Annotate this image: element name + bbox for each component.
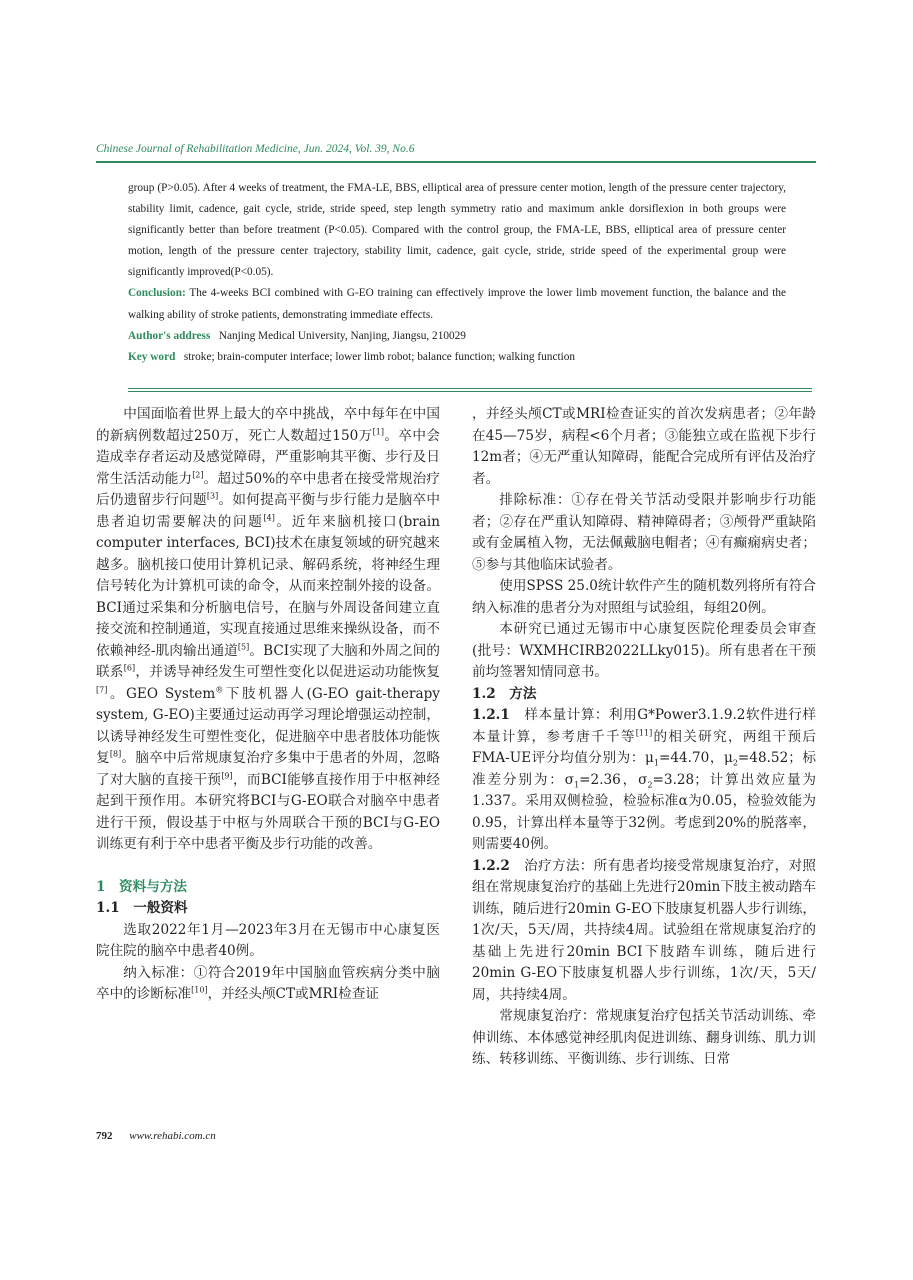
routine-rehab-paragraph: 常规康复治疗：常规康复治疗包括关节活动训练、牵伸训练、本体感觉神经肌肉促进训练、翻身训练、肌力训练、转移训练、平衡训练、步行训练、日常 — [472, 1008, 816, 1067]
conclusion-text: The 4-weeks BCI combined with G-EO training can effectively improve the lower limb movement function, the balance and the walking ability of stroke patients, demonstrating immediate effects. — [128, 287, 786, 321]
right-column — [472, 404, 816, 1071]
address-text: Nanjing Medical University, Nanjing, Jiangsu, 210029 — [210, 329, 466, 342]
exclusion-paragraph: 排除标准：①存在骨关节活动受限并影响步行功能者；②存在严重认知障碍、精神障碍者；③颅骨严重缺陷或有金属植入物，无法佩戴脑电帽者；④有癫痫病史者；⑤参与其他临床试验者。 — [472, 492, 816, 573]
intro-paragraph: 中国面临着世界上最大的卒中挑战，卒中每年在中国的新病例数超过250万，死亡人数超过150万[1]。卒中会造成幸存者运动及感觉障碍，严重影响其平衡、步行及日常生活活动能力[2]。超过50%的卒中患者在接受常规治疗后仍遗留步行问题[3]。如何提高平衡与步行能力是脑卒中患者迫切需要解决的问题[4]。近年来脑机接口(brain computer interfaces, BCI)技术在康复领域的研究越来越多。脑机接口使用计算机记录、解码系统，将神经生理信号转化为计算机可读的命令，从而来控制外接的设备。BCI通过采集和分析脑电信号，在脑与外周设备间建立直接交流和控制通道，实现直接通过思维来操纵设备，而不依赖神经-肌肉输出通道[5]。BCI实现了大脑和外周之间的联系[6]，并诱导神经发生可塑性变化以促进运动功能恢复[7]。GEO System®下肢机器人(G-EO gait-therapy system, G-EO)主要通过运动再学习理论增强运动控制，以诱导神经发生可塑性变化，促进脑卒中患者肢体功能恢复[8]。脑卒中后常规康复治疗多集中于患者的外周，忽略了对大脑的直接干预[9]，而BCI能够直接作用于中枢神经起到干预作用。本研究将BCI与G-EO联合对脑卒中患者进行干预，假设基于中枢与外周联合干预的BCI与G-EO训练更有利于卒中患者平衡及步行功能的改善。 — [96, 406, 441, 852]
ref-8[interactable]: [8] — [109, 749, 122, 759]
section-1-heading: 1 资料与方法 — [96, 878, 188, 895]
conclusion-label: Conclusion: — [128, 287, 186, 300]
ref-11[interactable]: [11] — [635, 727, 653, 737]
ref-9[interactable]: [9] — [221, 770, 233, 780]
abstract-address — [128, 326, 786, 347]
selection-paragraph: 选取2022年1月—2023年3月在无锡市中心康复医院住院的脑卒中患者40例。 — [96, 921, 440, 959]
section-1-1-heading: 1.1 一般资料 — [96, 900, 188, 916]
abstract-rule-2 — [128, 391, 812, 392]
abstract-keywords — [128, 347, 786, 368]
s122-number: 1.2.2 — [472, 857, 510, 874]
inclusion-right-text: ，并经头颅CT或MRI检查证实的首次发病患者；②年龄在45—75岁，病程<6个月者；③能独立或在监视下步行12m者；④无严重认知障碍，能配合完成所有评估及治疗者。 — [472, 406, 816, 487]
randomization-paragraph: 使用SPSS 25.0统计软件产生的随机数列将所有符合纳入标准的患者分为对照组与试验组，每组20例。 — [472, 578, 816, 616]
journal-header: Chinese Journal of Rehabilitation Medicine, Jun. 2024, Vol. 39, No.6 — [96, 143, 415, 155]
keyword-text: stroke; brain-computer interface; lower limb robot; balance function; walking function — [175, 350, 576, 363]
abstract-rule — [128, 388, 812, 389]
inclusion-left-tail: ，并经头颅CT或MRI检查证 — [207, 986, 379, 1002]
ref-4[interactable]: [4] — [263, 512, 275, 522]
ref-2[interactable]: [2] — [192, 469, 204, 479]
treatment-paragraph: 1.2.2 治疗方法：所有患者均接受常规康复治疗，对照组在常规康复治疗的基础上先进行20min下肢主被动踏车训练，随后进行20min G-EO下肢康复机器人步行训练，1次/天，5天/周，共持续4周。试验组在常规康复治疗的基础上先进行20min BCI下肢踏车训练，随后进行20min G-EO下肢康复机器人步行训练，1次/天，5天/周，共持续4周。 — [472, 857, 816, 1003]
header-rule — [96, 161, 816, 163]
registered-mark: ® — [215, 684, 224, 694]
address-label: Author's address — [128, 329, 211, 342]
page-footer — [96, 1130, 216, 1142]
keyword-label: Key word — [128, 350, 176, 363]
inclusion-paragraph: 纳入标准：①符合2019年中国脑血管疾病分类中脑卒中的诊断标准[10]，并经头颅CT或MRI检查证 — [96, 964, 440, 1002]
ref-10[interactable]: [10] — [191, 985, 208, 995]
ref-7[interactable]: [7] — [96, 684, 108, 694]
abstract-conclusion — [128, 283, 786, 325]
ref-6[interactable]: [6] — [123, 663, 136, 673]
website-link[interactable]: www.rehabi.com.cn — [129, 1130, 216, 1142]
inclusion-continued — [472, 404, 816, 490]
left-column — [96, 404, 440, 1006]
s121-number: 1.2.1 — [472, 707, 510, 723]
ref-1[interactable]: [1] — [372, 426, 384, 436]
abstract-results: group (P>0.05). After 4 weeks of treatment, the FMA-LE, BBS, elliptical area of pressure center motion, length of the pressure center trajectory, stability limit, cadence, gait cycle, stride, stride speed, step length symmetry ratio and maximum ankle dorsiflexion in both groups were significantly better than before treatment (P<0.05). Compared with the control group, the FMA-LE, BBS, elliptical area of pressure center motion, length of the pressure center trajectory, stability limit, cadence, gait cycle, stride, stride speed of the experimental group were significantly improved(P<0.05). — [128, 182, 786, 279]
abstract-block — [128, 178, 786, 368]
ref-3[interactable]: [3] — [206, 491, 219, 501]
sample-size-paragraph: 1.2.1 样本量计算：利用G*Power3.1.9.2软件进行样本量计算，参考唐千千等[11]的相关研究，两组干预后FMA-UE评分均值分别为：$\mu_1=44.70$，$\mu_2=48.52$；标准差分别为：$\sigma_1=2.36$，$\sigma_2=3.28$；计算出效应量为1.337。采用双侧检验，检验标准α为0.05，检验效能为0.95，计算出样本量等于32例。考虑到20%的脱落率，则需要40例。 — [472, 707, 817, 852]
ref-5[interactable]: [5] — [237, 641, 250, 651]
ethics-paragraph: 本研究已通过无锡市中心康复医院伦理委员会审查(批号：WXMHCIRB2022LLky015)。所有患者在干预前均签署知情同意书。 — [472, 621, 816, 680]
section-1-2-heading: 1.2 方法 — [472, 685, 537, 702]
page-number: 792 — [96, 1130, 113, 1142]
